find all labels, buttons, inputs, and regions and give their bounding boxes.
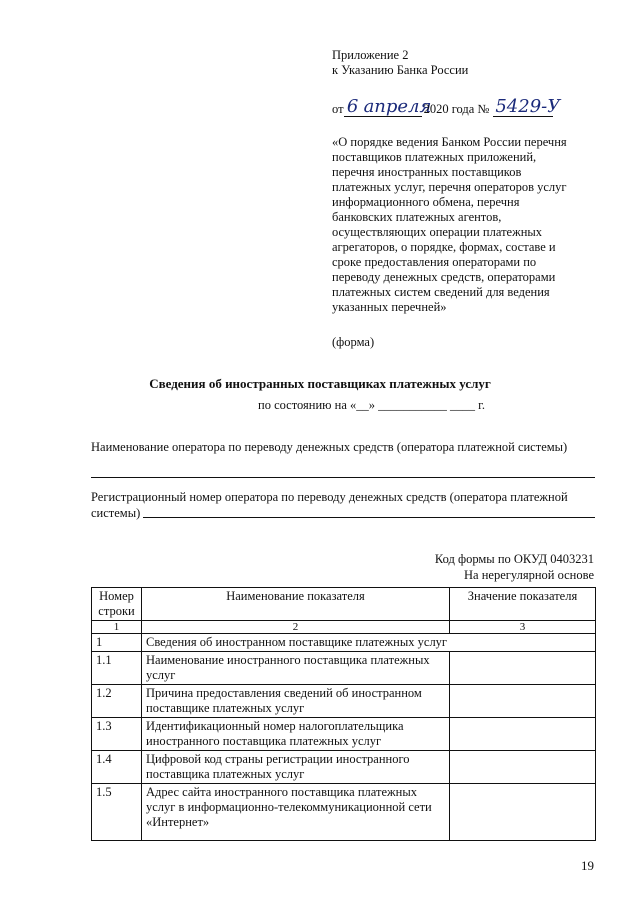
handwritten-day: 6 <box>344 98 362 117</box>
date-year: 2020 года № <box>423 102 490 116</box>
row-indicator-name: Идентификационный номер налогоплательщика иностранного поставщика платежных услуг <box>142 718 450 751</box>
okud-form-code <box>435 551 594 583</box>
okud-code-line: Код формы по ОКУД 0403231 <box>434 552 594 566</box>
quote-line: переводу денежных средств, операторами <box>332 270 556 284</box>
row-indicator-value[interactable] <box>450 652 596 685</box>
row-indicator-value[interactable] <box>450 751 596 784</box>
column-number: 1 <box>92 621 142 634</box>
appendix-title: Приложение 2 <box>332 48 409 62</box>
row-number: 1.3 <box>92 718 142 751</box>
row-indicator-name: Наименование иностранного поставщика платежных услуг <box>142 652 450 685</box>
table-row <box>92 784 596 841</box>
operator-name-underline <box>91 477 595 478</box>
registration-number-underline <box>143 517 595 518</box>
decree-title-quote <box>332 135 602 315</box>
quote-line: «О порядке ведения Банком России перечня <box>332 135 567 149</box>
document-title: Сведения об иностранных поставщиках платежных услуг <box>149 376 491 391</box>
table-row <box>92 685 596 718</box>
quote-line: осуществляющих операции платежных <box>332 225 543 239</box>
appendix-reference: к Указанию Банка России <box>332 63 469 77</box>
handwritten-month: апреля <box>363 96 432 117</box>
okud-frequency: На нерегулярной основе <box>464 568 594 582</box>
row-number: 1.4 <box>92 751 142 784</box>
row-number: 1.2 <box>92 685 142 718</box>
row-indicator-name: Адрес сайта иностранного поставщика платежных услуг в информационно-телекоммуникационной сети «Интернет» <box>142 784 450 841</box>
quote-line: сроке предоставления операторами по <box>332 255 537 269</box>
row-number: 1.1 <box>92 652 142 685</box>
table-row <box>92 652 596 685</box>
decree-date-number <box>332 98 602 117</box>
handwritten-doc-number: 5429-У <box>495 96 561 117</box>
header-row-number: Номер строки <box>92 588 142 621</box>
quote-line: перечня иностранных поставщиков <box>332 165 522 179</box>
quote-line: агрегаторов, о порядке, формах, составе и <box>332 240 556 254</box>
date-prefix: от <box>332 102 344 116</box>
header-indicator-name: Наименование показателя <box>142 588 450 621</box>
row-number: 1 <box>92 634 142 652</box>
registration-label-line: системы) <box>91 506 141 520</box>
row-indicator-value[interactable] <box>450 685 596 718</box>
row-indicator-value[interactable] <box>450 784 596 841</box>
row-number: 1.5 <box>92 784 142 841</box>
row-indicator-name: Цифровой код страны регистрации иностранного поставщика платежных услуг <box>142 751 450 784</box>
page-number: 19 <box>581 858 594 873</box>
quote-line: платежных услуг, перечня операторов услуг <box>332 180 567 194</box>
as-of-date-line: по состоянию на «__» ___________ ____ г. <box>258 398 485 412</box>
operator-name-label: Наименование оператора по переводу денежных средств (оператора платежной системы) <box>91 440 568 454</box>
table-column-numbers-row <box>92 621 596 634</box>
quote-line: указанных перечней» <box>332 300 447 314</box>
row-indicator-name: Причина предоставления сведений об иностранном поставщике платежных услуг <box>142 685 450 718</box>
form-note: (форма) <box>332 335 375 349</box>
quote-line: информационного обмена, перечня <box>332 195 520 209</box>
row-indicator-value[interactable] <box>450 718 596 751</box>
quote-line: поставщиков платежных приложений, <box>332 150 537 164</box>
row-section-title: Сведения об иностранном поставщике платежных услуг <box>142 634 596 652</box>
quote-line: платежных систем сведений для ведения <box>332 285 550 299</box>
appendix-header <box>332 48 602 350</box>
header-indicator-value: Значение показателя <box>450 588 596 621</box>
column-number: 3 <box>450 621 596 634</box>
registration-label-line: Регистрационный номер оператора по переводу денежных средств (оператора платежной <box>91 490 568 504</box>
table-row <box>92 718 596 751</box>
indicators-table <box>91 587 596 841</box>
table-row <box>92 634 596 652</box>
quote-line: банковских платежных агентов, <box>332 210 502 224</box>
column-number: 2 <box>142 621 450 634</box>
table-header-row <box>92 588 596 621</box>
table-row <box>92 751 596 784</box>
